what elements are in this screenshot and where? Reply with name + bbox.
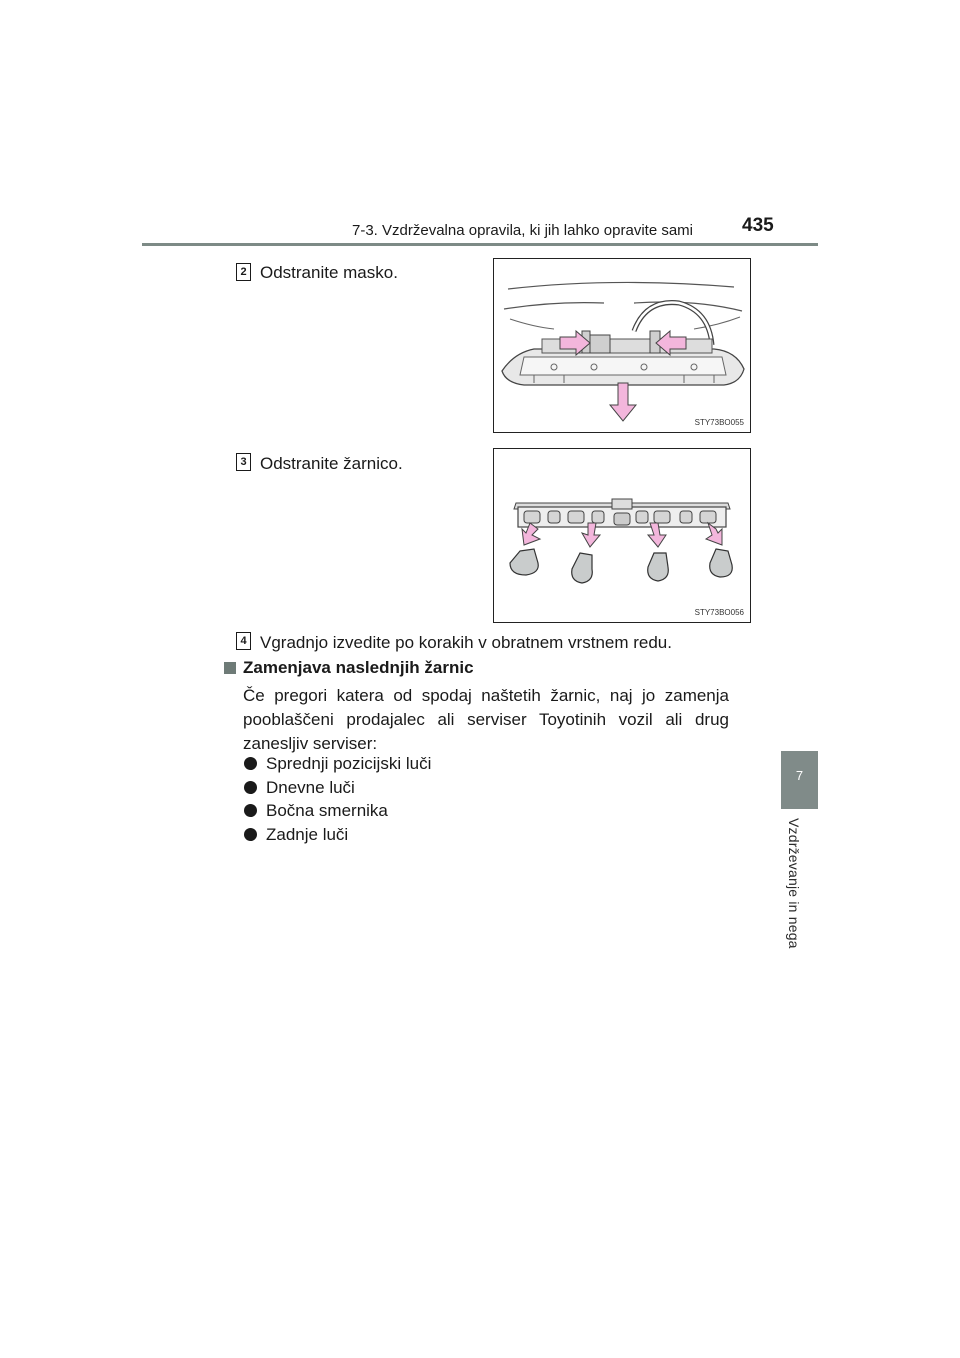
chapter-number: 7	[795, 768, 804, 783]
list-item-text: Dnevne luči	[266, 778, 355, 797]
bullet-icon	[244, 828, 257, 841]
figure-code: STY73BO055	[694, 418, 744, 427]
figure-remove-cover	[493, 258, 751, 433]
step-3-text: Odstranite žarnico.	[260, 454, 403, 473]
section-marker	[224, 662, 236, 674]
figure-remove-bulb	[493, 448, 751, 623]
bullet-icon	[244, 781, 257, 794]
list-item-text: Sprednji pozicijski luči	[266, 754, 432, 773]
list-item	[244, 801, 388, 821]
bullet-icon	[244, 757, 257, 770]
list-item	[244, 778, 355, 798]
section-heading: Zamenjava naslednjih žarnic	[243, 658, 474, 677]
list-item-text: Bočna smernika	[266, 801, 388, 820]
list-item	[244, 754, 431, 774]
list-item	[244, 825, 348, 845]
figure-code: STY73BO056	[694, 608, 744, 617]
step-4-text: Vgradnjo izvedite po korakih v obratnem vrstnem redu.	[260, 633, 672, 652]
step-number-4: 4	[236, 632, 251, 650]
header-rule	[142, 243, 818, 246]
bulb-illustration	[494, 449, 750, 622]
bullet-icon	[244, 804, 257, 817]
list-item-text: Zadnje luči	[266, 825, 349, 844]
step-number-2: 2	[236, 263, 251, 281]
step-2-text: Odstranite masko.	[260, 263, 398, 282]
section-paragraph: Če pregori katera od spodaj naštetih žarnic, naj jo zamenja pooblaščeni prodajalec ali serviser Toyotinih vozil ali drug zanesljiv serviser:	[243, 686, 729, 753]
chapter-label: Vzdrževanje in nega	[786, 818, 802, 949]
page-number: 435	[742, 215, 774, 236]
step-number-3: 3	[236, 453, 251, 471]
cover-illustration	[494, 259, 750, 432]
header-section-title: 7-3. Vzdrževalna opravila, ki jih lahko opravite sami	[352, 222, 693, 239]
